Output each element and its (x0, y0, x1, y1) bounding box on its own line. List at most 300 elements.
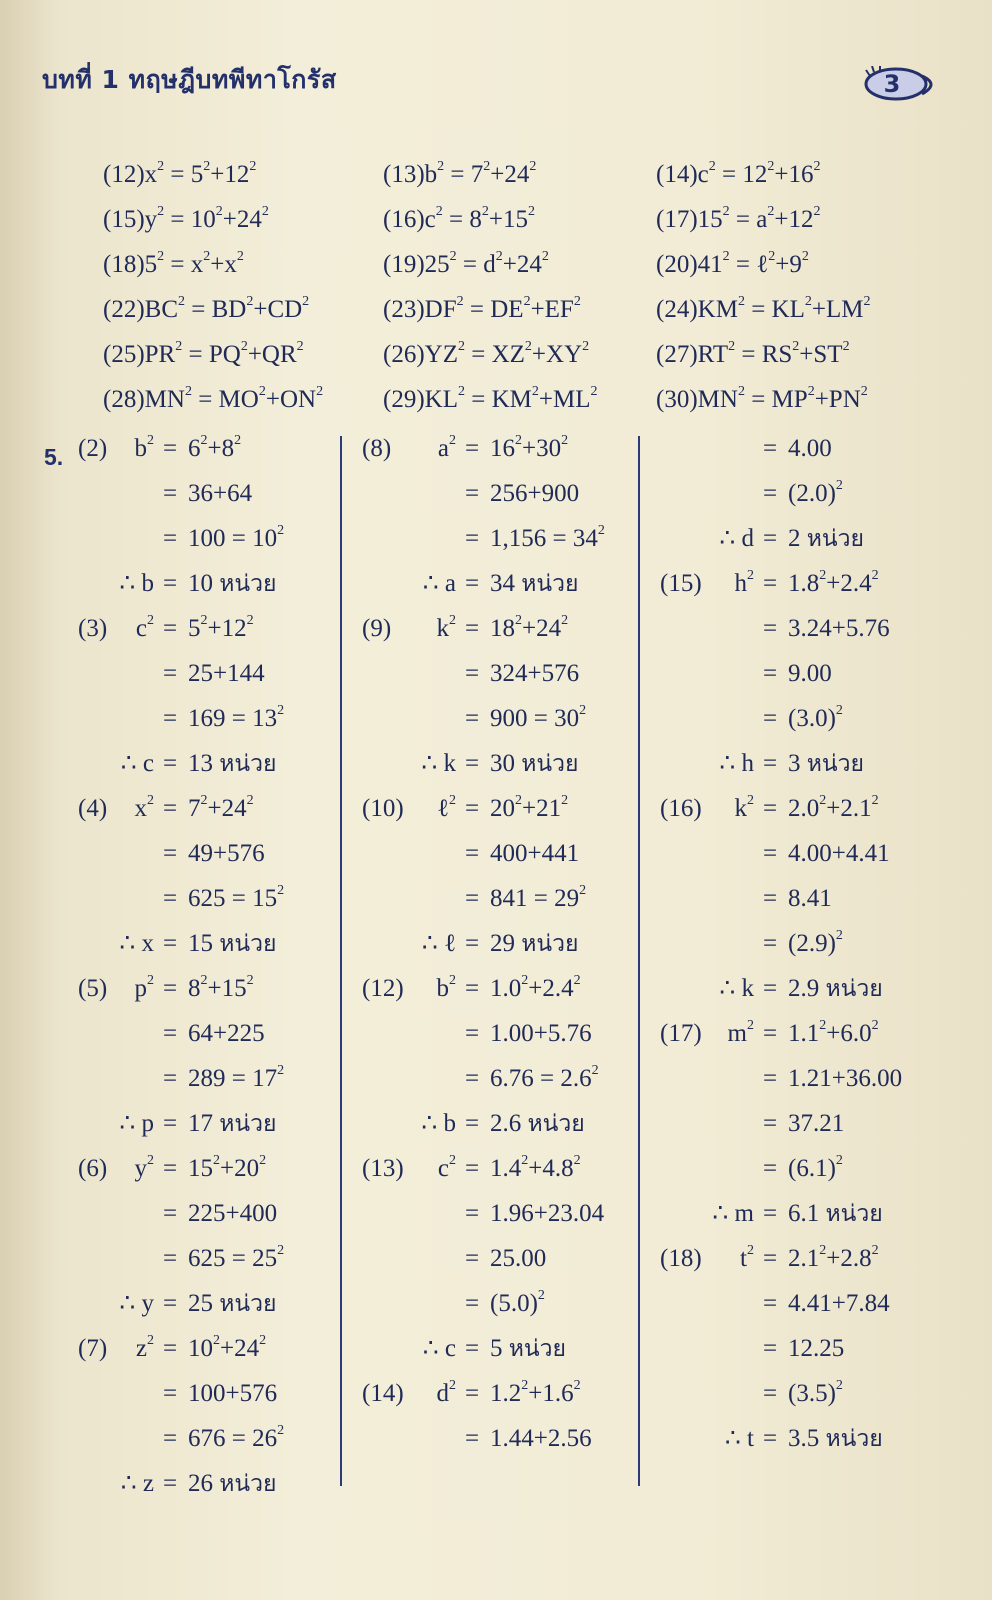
equation-text: $c^2 = 12^2+16^2$ (697, 159, 821, 188)
solution-line (362, 884, 632, 914)
rhs-text: 8.41 (788, 885, 832, 912)
lhs-text: ∴ b (421, 1110, 456, 1137)
problem-number: (4) (78, 795, 108, 822)
equals-sign: = (162, 1245, 178, 1272)
problem-number: (10) (362, 795, 404, 822)
solution-line (362, 704, 632, 734)
equation-item (656, 340, 850, 370)
lhs-text: $b^2$ (436, 973, 456, 1002)
equation-text: $KL^2 = KM^2+ML^2$ (424, 384, 598, 413)
equation-text: $PR^2 = PQ^2+QR^2$ (144, 339, 304, 368)
rhs-text: 2.9 หน่วย (788, 975, 883, 1002)
solution-line (660, 659, 960, 689)
equals-sign: = (762, 570, 778, 597)
lhs-text: ∴ b (119, 570, 154, 597)
lhs-text: $p^2$ (134, 973, 154, 1002)
lhs-text: $k^2$ (436, 613, 456, 642)
equation-item (103, 295, 309, 325)
solution-line (78, 479, 338, 509)
solution-line (660, 569, 960, 599)
solution-line (660, 1154, 960, 1184)
equals-sign: = (762, 1335, 778, 1362)
equation-text: $41^2$ = $\ell^2+9^2$ (697, 249, 809, 278)
rhs-text: 3.24+5.76 (788, 615, 890, 642)
rhs-text: 225+400 (188, 1200, 278, 1227)
equals-sign: = (762, 660, 778, 687)
rhs-text: $(3.0)^2$ (788, 703, 843, 732)
equals-sign: = (464, 1155, 480, 1182)
rhs-text: $(6.1)^2$ (788, 1153, 843, 1182)
solution-line (78, 569, 338, 599)
lhs-text: $h^2$ (734, 568, 754, 597)
equation-text: $MN^2 = MO^2+ON^2$ (144, 384, 324, 413)
solution-line (78, 1199, 338, 1229)
lhs-text: ∴ k (719, 975, 754, 1002)
rhs-text: 256+900 (490, 480, 580, 507)
solution-line (362, 1424, 632, 1454)
equation-item (103, 250, 244, 280)
rhs-text: 12.25 (788, 1335, 845, 1362)
equals-sign: = (464, 1380, 480, 1407)
lhs-text: ∴ p (119, 1110, 154, 1137)
solution-line (362, 659, 632, 689)
rhs-text: 13 หน่วย (188, 750, 277, 777)
rhs-text: $15^2+20^2$ (188, 1153, 267, 1182)
problem-number: (8) (362, 435, 392, 462)
solution-line (362, 1334, 632, 1364)
rhs-text: 3.5 หน่วย (788, 1425, 883, 1452)
equation-text: $b^2 = 7^2+24^2$ (424, 159, 537, 188)
rhs-text: $100 = 10^2$ (188, 523, 285, 552)
equation-number: (12) (103, 161, 145, 188)
problem-number: (16) (660, 795, 702, 822)
equals-sign: = (162, 705, 178, 732)
equals-sign: = (162, 1155, 178, 1182)
problem-number: (6) (78, 1155, 108, 1182)
equation-number: (24) (656, 296, 698, 323)
solution-line (78, 434, 338, 464)
equation-number: (17) (656, 206, 698, 233)
equals-sign: = (762, 1200, 778, 1227)
rhs-text: 1.96+23.04 (490, 1200, 605, 1227)
solution-line (362, 1064, 632, 1094)
solution-line (78, 749, 338, 779)
rhs-text: $7^2+24^2$ (188, 793, 254, 822)
chapter-header: บทที่ 1 ทฤษฎีบทพีทาโกรัส (42, 65, 337, 94)
equals-sign: = (162, 795, 178, 822)
equation-text: $15^2 = a^2+12^2$ (697, 204, 821, 233)
solution-line (78, 974, 338, 1004)
solution-line (362, 434, 632, 464)
equals-sign: = (162, 1470, 178, 1497)
equals-sign: = (162, 1200, 178, 1227)
equals-sign: = (762, 480, 778, 507)
lhs-text: $t^2$ (740, 1243, 754, 1272)
equation-item (383, 340, 589, 370)
lhs-text: ℓ$^2$ (437, 793, 456, 822)
equals-sign: = (162, 660, 178, 687)
rhs-text: $(2.9)^2$ (788, 928, 843, 957)
solution-line (78, 884, 338, 914)
solution-line (362, 524, 632, 554)
equation-number: (29) (383, 386, 425, 413)
equals-sign: = (162, 1425, 178, 1452)
rhs-text: 34 หน่วย (490, 570, 579, 597)
equals-sign: = (162, 930, 178, 957)
rhs-text: $1.4^2+4.8^2$ (490, 1153, 581, 1182)
lhs-text: ∴ y (119, 1290, 154, 1317)
solution-line (78, 1289, 338, 1319)
equation-text: $c^2 = 8^2+15^2$ (424, 204, 535, 233)
rhs-text: 2 หน่วย (788, 525, 865, 552)
rhs-text: 4.41+7.84 (788, 1290, 890, 1317)
rhs-text: 3 หน่วย (788, 750, 865, 777)
equation-text: $RT^2 = RS^2+ST^2$ (697, 339, 850, 368)
rhs-text: $1,156 = 34^2$ (490, 523, 605, 552)
solution-line (78, 929, 338, 959)
solution-line (660, 1109, 960, 1139)
solution-line (78, 1064, 338, 1094)
rhs-text: 29 หน่วย (490, 930, 579, 957)
solution-line (78, 1109, 338, 1139)
equation-item (656, 250, 809, 280)
solution-line (660, 1064, 960, 1094)
rhs-text: $1.8^2+2.4^2$ (788, 568, 879, 597)
equals-sign: = (762, 930, 778, 957)
solution-line (660, 929, 960, 959)
solution-line (78, 1019, 338, 1049)
lhs-text: ∴ ℓ (421, 930, 456, 957)
solution-line (660, 884, 960, 914)
equation-text: $5^2 = x^2+x^2$ (144, 249, 244, 278)
rhs-text: 25 หน่วย (188, 1290, 277, 1317)
equation-text: $y^2 = 10^2+24^2$ (144, 204, 269, 233)
equals-sign: = (762, 435, 778, 462)
equation-item (383, 205, 535, 235)
solution-line (362, 794, 632, 824)
solution-line (362, 1109, 632, 1139)
equals-sign: = (762, 750, 778, 777)
rhs-text: 25+144 (188, 660, 265, 687)
equals-sign: = (162, 480, 178, 507)
equation-item (103, 160, 256, 190)
equation-item (656, 295, 871, 325)
equals-sign: = (162, 1065, 178, 1092)
equation-text: $BC^2 = BD^2+CD^2$ (144, 294, 310, 323)
equals-sign: = (464, 1065, 480, 1092)
equals-sign: = (464, 1245, 480, 1272)
rhs-text: $900 = 30^2$ (490, 703, 587, 732)
rhs-text: $1.0^2+2.4^2$ (490, 973, 581, 1002)
equals-sign: = (162, 750, 178, 777)
equals-sign: = (762, 795, 778, 822)
rhs-text: 1.00+5.76 (490, 1020, 592, 1047)
rhs-text: 324+576 (490, 660, 580, 687)
rhs-text: $2.0^2+2.1^2$ (788, 793, 879, 822)
equals-sign: = (464, 570, 480, 597)
solution-line (362, 929, 632, 959)
equals-sign: = (162, 615, 178, 642)
problem-number: (18) (660, 1245, 702, 1272)
rhs-text: 1.44+2.56 (490, 1425, 592, 1452)
equals-sign: = (762, 615, 778, 642)
equals-sign: = (464, 1335, 480, 1362)
solution-line (362, 1019, 632, 1049)
rhs-text: 10 หน่วย (188, 570, 277, 597)
equation-number: (14) (656, 161, 698, 188)
equals-sign: = (162, 1110, 178, 1137)
equation-number: (20) (656, 251, 698, 278)
equals-sign: = (464, 435, 480, 462)
equals-sign: = (762, 885, 778, 912)
equals-sign: = (162, 1380, 178, 1407)
equals-sign: = (762, 1290, 778, 1317)
rhs-text: 64+225 (188, 1020, 265, 1047)
lhs-text: $x^2$ (134, 793, 154, 822)
rhs-text: $20^2+21^2$ (490, 793, 569, 822)
equals-sign: = (162, 570, 178, 597)
equals-sign: = (464, 1290, 480, 1317)
solution-line (660, 1244, 960, 1274)
lhs-text: ∴ c (422, 1335, 456, 1362)
equals-sign: = (464, 705, 480, 732)
solution-line (78, 1379, 338, 1409)
solution-line (362, 614, 632, 644)
problem-number: (12) (362, 975, 404, 1002)
equals-sign: = (162, 840, 178, 867)
equation-number: (30) (656, 386, 698, 413)
rhs-text: $16^2+30^2$ (490, 433, 569, 462)
lhs-text: ∴ m (712, 1200, 754, 1227)
solution-line (660, 1199, 960, 1229)
solution-line (362, 1154, 632, 1184)
equals-sign: = (162, 885, 178, 912)
equals-sign: = (464, 1110, 480, 1137)
problem-number: (9) (362, 615, 392, 642)
equals-sign: = (762, 1065, 778, 1092)
equals-sign: = (464, 480, 480, 507)
equation-item (103, 385, 323, 415)
equation-number: (25) (103, 341, 145, 368)
solution-line (660, 704, 960, 734)
rhs-text: 25.00 (490, 1245, 547, 1272)
rhs-text: $6^2+8^2$ (188, 433, 242, 462)
rhs-text: $676 = 26^2$ (188, 1423, 285, 1452)
rhs-text: $289 = 17^2$ (188, 1063, 285, 1092)
problem-number: (14) (362, 1380, 404, 1407)
rhs-text: $(2.0)^2$ (788, 478, 843, 507)
solution-line (78, 1154, 338, 1184)
lhs-text: $a^2$ (437, 433, 456, 462)
equals-sign: = (464, 885, 480, 912)
solution-line (78, 524, 338, 554)
equation-number: (13) (383, 161, 425, 188)
solution-line (78, 1244, 338, 1274)
equation-text: $KM^2 = KL^2+LM^2$ (697, 294, 871, 323)
problem-number: (3) (78, 615, 108, 642)
rhs-text: $6.76 = 2.6^2$ (490, 1063, 599, 1092)
equals-sign: = (464, 795, 480, 822)
solution-line (660, 479, 960, 509)
lhs-text: ∴ k (421, 750, 456, 777)
rhs-text: $841 = 29^2$ (490, 883, 587, 912)
solution-line (660, 434, 960, 464)
equation-item (656, 205, 820, 235)
rhs-text: 4.00+4.41 (788, 840, 890, 867)
equation-item (383, 160, 536, 190)
equation-text: $x^2 = 5^2+12^2$ (144, 159, 257, 188)
equals-sign: = (762, 1020, 778, 1047)
equals-sign: = (162, 525, 178, 552)
equation-item (656, 385, 868, 415)
problem-number: (17) (660, 1020, 702, 1047)
equals-sign: = (464, 930, 480, 957)
solution-line (78, 614, 338, 644)
equals-sign: = (464, 1200, 480, 1227)
lhs-text: ∴ h (719, 750, 754, 777)
equals-sign: = (464, 975, 480, 1002)
equation-text: $DF^2 = DE^2+EF^2$ (424, 294, 581, 323)
equals-sign: = (464, 1020, 480, 1047)
rhs-text: 400+441 (490, 840, 580, 867)
equation-text: $25^2 = d^2+24^2$ (424, 249, 549, 278)
equation-item (103, 205, 269, 235)
equals-sign: = (762, 975, 778, 1002)
rhs-text: $(3.5)^2$ (788, 1378, 843, 1407)
lhs-text: $k^2$ (734, 793, 754, 822)
rhs-text: $1.1^2+6.0^2$ (788, 1018, 879, 1047)
equation-text: $YZ^2 = XZ^2+XY^2$ (424, 339, 590, 368)
solution-line (660, 1379, 960, 1409)
solution-line (78, 794, 338, 824)
equals-sign: = (464, 615, 480, 642)
equation-number: (27) (656, 341, 698, 368)
solution-line (362, 1289, 632, 1319)
rhs-text: $2.1^2+2.8^2$ (788, 1243, 879, 1272)
lhs-text: $c^2$ (135, 613, 154, 642)
problem-number: (5) (78, 975, 108, 1002)
rhs-text: 36+64 (188, 480, 253, 507)
rhs-text: $169 = 13^2$ (188, 703, 285, 732)
equation-text: $MN^2 = MP^2+PN^2$ (697, 384, 868, 413)
lhs-text: ∴ x (119, 930, 154, 957)
solution-line (362, 1199, 632, 1229)
equals-sign: = (162, 1290, 178, 1317)
equals-sign: = (762, 1110, 778, 1137)
rhs-text: 26 หน่วย (188, 1470, 277, 1497)
solution-line (78, 1334, 338, 1364)
rhs-text: $625 = 25^2$ (188, 1243, 285, 1272)
equals-sign: = (464, 525, 480, 552)
solution-line (78, 704, 338, 734)
equals-sign: = (762, 525, 778, 552)
lhs-text: $z^2$ (135, 1333, 154, 1362)
rhs-text: 15 หน่วย (188, 930, 277, 957)
lhs-text: ∴ d (719, 525, 754, 552)
rhs-text: 4.00 (788, 435, 832, 462)
equation-number: (15) (103, 206, 145, 233)
solution-line (660, 974, 960, 1004)
equals-sign: = (162, 435, 178, 462)
rhs-text: $10^2+24^2$ (188, 1333, 267, 1362)
equation-number: (26) (383, 341, 425, 368)
solution-line (362, 839, 632, 869)
equals-sign: = (762, 705, 778, 732)
lhs-text: ∴ a (422, 570, 456, 597)
equals-sign: = (162, 1020, 178, 1047)
equals-sign: = (464, 750, 480, 777)
rhs-text: 100+576 (188, 1380, 278, 1407)
equals-sign: = (464, 1425, 480, 1452)
page-number: 3 (883, 70, 901, 98)
rhs-text: 17 หน่วย (188, 1110, 277, 1137)
equation-number: (19) (383, 251, 425, 278)
equation-number: (22) (103, 296, 145, 323)
rhs-text: $1.2^2+1.6^2$ (490, 1378, 581, 1407)
lhs-text: $b^2$ (134, 433, 154, 462)
rhs-text: 49+576 (188, 840, 265, 867)
rhs-text: $(5.0)^2$ (490, 1288, 545, 1317)
rhs-text: 6.1 หน่วย (788, 1200, 883, 1227)
rhs-text: $625 = 15^2$ (188, 883, 285, 912)
equation-number: (18) (103, 251, 145, 278)
equals-sign: = (762, 1380, 778, 1407)
equals-sign: = (762, 1425, 778, 1452)
equals-sign: = (464, 660, 480, 687)
solution-line (78, 659, 338, 689)
solution-line (362, 1379, 632, 1409)
equals-sign: = (762, 1245, 778, 1272)
lhs-text: $d^2$ (436, 1378, 456, 1407)
solution-line (362, 974, 632, 1004)
solution-line (660, 614, 960, 644)
equals-sign: = (464, 840, 480, 867)
equation-item (383, 295, 581, 325)
rhs-text: $8^2+15^2$ (188, 973, 254, 1002)
equation-number: (28) (103, 386, 145, 413)
problem-number: (15) (660, 570, 702, 597)
problem-number: (13) (362, 1155, 404, 1182)
equals-sign: = (162, 1335, 178, 1362)
equals-sign: = (762, 840, 778, 867)
problem-number: (2) (78, 435, 108, 462)
rhs-text: $5^2+12^2$ (188, 613, 254, 642)
solution-line (660, 749, 960, 779)
rhs-text: 2.6 หน่วย (490, 1110, 585, 1137)
section-number: 5. (44, 444, 64, 470)
lhs-text: ∴ z (120, 1470, 154, 1497)
solution-line (362, 569, 632, 599)
lhs-text: ∴ c (120, 750, 154, 777)
equation-item (383, 250, 549, 280)
lhs-text: $y^2$ (134, 1153, 154, 1182)
rhs-text: 5 หน่วย (490, 1335, 567, 1362)
rhs-text: $18^2+24^2$ (490, 613, 569, 642)
lhs-text: ∴ t (724, 1425, 754, 1452)
solution-line (78, 1469, 338, 1499)
rhs-text: 37.21 (788, 1110, 845, 1137)
equals-sign: = (162, 975, 178, 1002)
page-number-badge (862, 66, 942, 106)
equation-item (103, 340, 304, 370)
equation-number: (16) (383, 206, 425, 233)
solution-line (78, 1424, 338, 1454)
equation-item (656, 160, 820, 190)
lhs-text: $m^2$ (727, 1018, 754, 1047)
equation-item (383, 385, 597, 415)
solution-line (362, 1244, 632, 1274)
problem-number: (7) (78, 1335, 108, 1362)
